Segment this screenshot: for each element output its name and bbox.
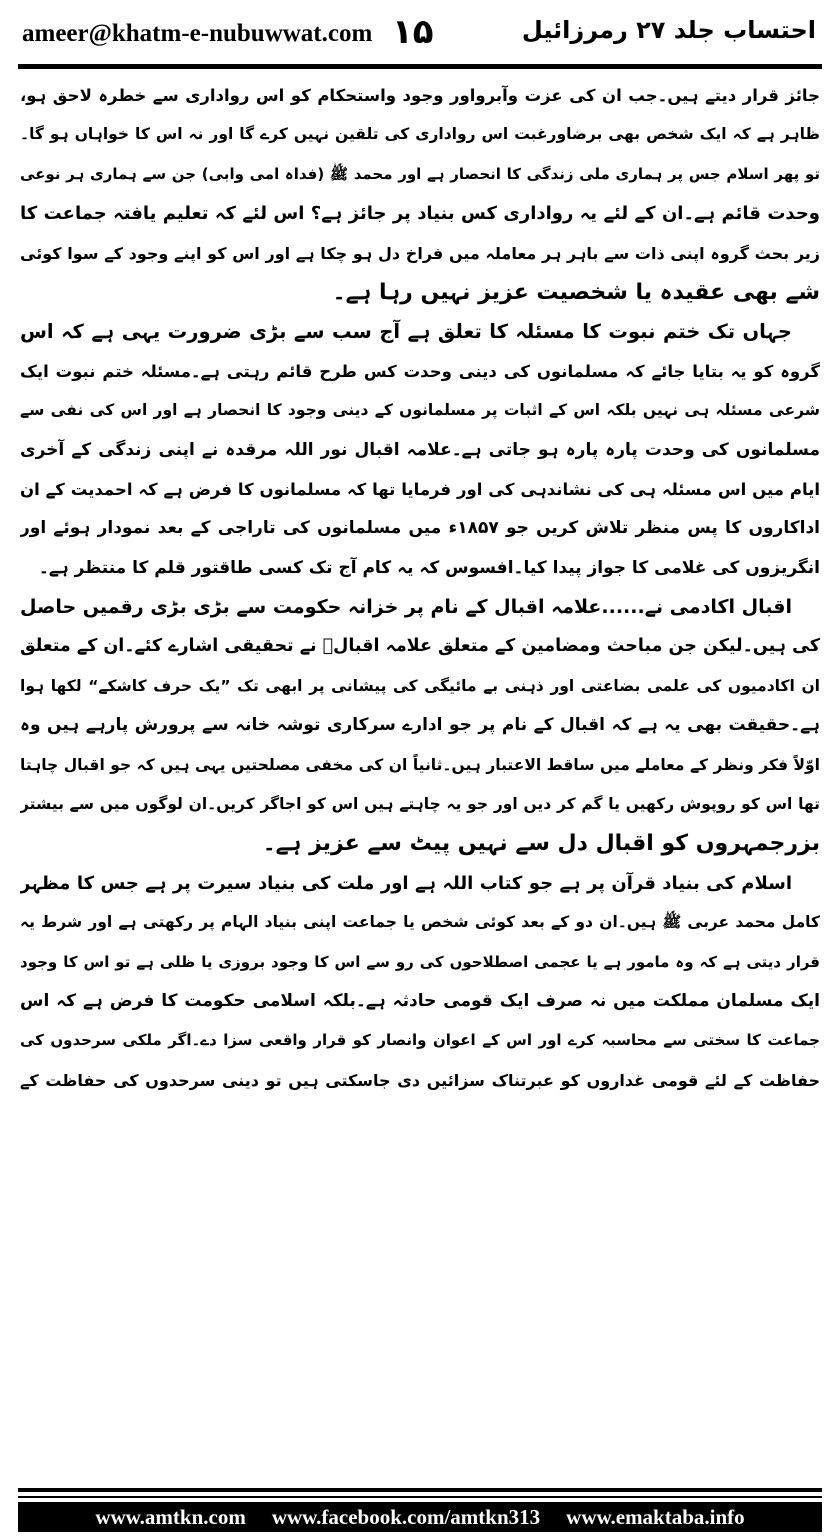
footer-rule <box>18 1496 822 1498</box>
text-line: حفاظت کے لئے قومی غداروں کو عبرتناک سزائیں دی جاسکتی ہیں تو دینی سرحدوں کی حفاظت کے <box>20 1070 820 1090</box>
text-line: اسلام کی بنیاد قرآن پر ہے جو کتاب اللہ ہے اور ملت کی بنیاد سیرت پر ہے جس کا مظہر <box>20 872 792 894</box>
text-line: قرار دیتی ہے کہ وہ مامور ہے یا عجمی اصطلاحوں کی رو سے اس کا وجود بروزی یا ظلی ہے تو اس کا وجود <box>20 952 820 971</box>
text-line: زیر بحث گروہ اپنی ذات سے باہر ہر معاملہ میں فراخ دل ہو چکا ہے اور اس کو اپنے وجود کے سوا کوئی <box>20 243 820 263</box>
text-line: کامل محمد عربی ﷺ ہیں۔ان دو کے بعد کوئی شخص یا جماعت اپنی بنیاد الہام پر رکھتی ہے اور شرط یہ <box>20 913 820 932</box>
text-line: شے بھی عقیدہ یا شخصیت عزیز نہیں رہا ہے۔ <box>332 279 820 305</box>
text-line: تو پھر اسلام جس پر ہماری ملی زندگی کا انحصار ہے اور محمد ﷺ (فداہ امی وابی) جن سے ہماری ہر نوعی <box>20 164 820 183</box>
text-line: ہے۔حقیقت بھی یہ ہے کہ اقبال کے نام پر جو ادارے سرکاری توشہ خانہ سے پرورش پارہے ہیں وہ <box>20 715 820 736</box>
text-line: ایک مسلمان مملکت میں نہ صرف ایک قومی حادثہ ہے۔بلکہ اسلامی حکومت کا فرض ہے کہ اس <box>20 990 820 1011</box>
header-rule <box>18 64 822 69</box>
text-line: شرعی مسئلہ ہی نہیں بلکہ اس کے اثبات پر مسلمانوں کے دینی وجود کا انحصار ہے اور اس کی نفی سے <box>20 401 820 420</box>
text-line: ایام میں اس مسئلہ ہی کی نشاندہی کی اور فرمایا تھا کہ مسلمانوں کا فرض ہے کہ احمدیت کے ان <box>20 479 820 499</box>
text-line: اداکاروں کا پس منظر تلاش کریں جو ۱۸۵۷ء میں مسلمانوں کی تاراجی کے بعد نمودار ہوئے اور <box>20 518 820 539</box>
page-footer <box>18 1502 822 1532</box>
footer-link-facebook[interactable]: www.facebook.com/amtkn313 <box>271 1504 541 1529</box>
text-line: وحدت قائم ہے۔ان کے لئے یہ رواداری کس بنیاد پر جائز ہے؟ اس لئے کہ تعلیم یافتہ جماعت کا <box>20 203 820 225</box>
footer-link-amtkn[interactable]: www.amtkn.com <box>95 1504 246 1529</box>
text-line: ان اکادمیوں کی علمی بضاعتی اور ذہنی بے مائیگی کی پیشانی پر ابھی تک ”یک حرف کاشکے“ لکھا ہوا <box>20 676 820 695</box>
header-email: ameer@khatm-e-nubuwwat.com <box>22 20 373 47</box>
footer-rule <box>18 1488 822 1492</box>
text-line: مسلمانوں کی وحدت پارہ پارہ ہو جاتی ہے۔علامہ اقبال نور اللہ مرقدہ نے اپنی زندگی کے آخری <box>20 439 820 460</box>
page-body <box>20 76 820 1480</box>
text-line: جہاں تک ختم نبوت کا مسئلہ کا تعلق ہے آج سب سے بڑی ضرورت یہی ہے کہ اس <box>20 320 792 344</box>
text-line: اقبال اکادمی نے......علامہ اقبال کے نام پر خزانہ حکومت سے بڑی بڑی رقمیں حاصل <box>20 596 792 619</box>
book-title: احتساب جلد ۲۷ رمرزائیل <box>521 16 816 44</box>
text-line: کی ہیں۔لیکن جن مباحث ومضامین کے متعلق علامہ اقبالؒ نے تحقیقی اشارے کئے۔ان کے متعلق <box>20 636 820 657</box>
text-line: بزرجمہروں کو اقبال دل سے نہیں پیٹ سے عزیز ہے۔ <box>262 831 820 857</box>
page-header <box>0 0 840 70</box>
text-line: گروہ کو یہ بتایا جائے کہ مسلمانوں کی دینی وحدت کس طرح قائم رہتی ہے۔مسئلہ ختم نبوت ایک <box>20 361 820 381</box>
page-number: ۱۵ <box>392 12 434 52</box>
text-line: انگریزوں کی غلامی کا جواز پیدا کیا۔افسوس کہ یہ کام آج تک کسی طاقتور قلم کا منتظر ہے۔ <box>38 557 820 578</box>
text-line: ظاہر ہے کہ ایک شخص بھی برضاورغبت اس رواداری کی تلقین نہیں کرے گا اور نہ اس کا خواہاں ہو گا۔ <box>20 125 820 144</box>
text-line: تھا اس کو روپوش رکھیں یا گم کر دیں اور جو یہ چاہتے ہیں اس کو اجاگر کریں۔ان لوگوں میں سے بیشتر <box>20 795 820 814</box>
text-line: اوّلاً فکر ونظر کے معاملے میں ساقط الاعتبار ہیں۔ثانیاً ان کی مخفی مصلحتیں یہی ہیں کہ جو اقبال چاہتا <box>20 755 820 774</box>
footer-link-emaktaba[interactable]: www.emaktaba.info <box>566 1504 745 1529</box>
text-line: جائز قرار دیتے ہیں۔جب ان کی عزت وآبرواور وجود واستحکام کو اس رواداری سے خطرہ لاحق ہو، <box>20 86 820 105</box>
text-line: جماعت کا سختی سے محاسبہ کرے اور اس کے اعوان وانصار کو قرار واقعی سزا دے۔اگر ملکی سرحدوں کی <box>20 1031 820 1050</box>
